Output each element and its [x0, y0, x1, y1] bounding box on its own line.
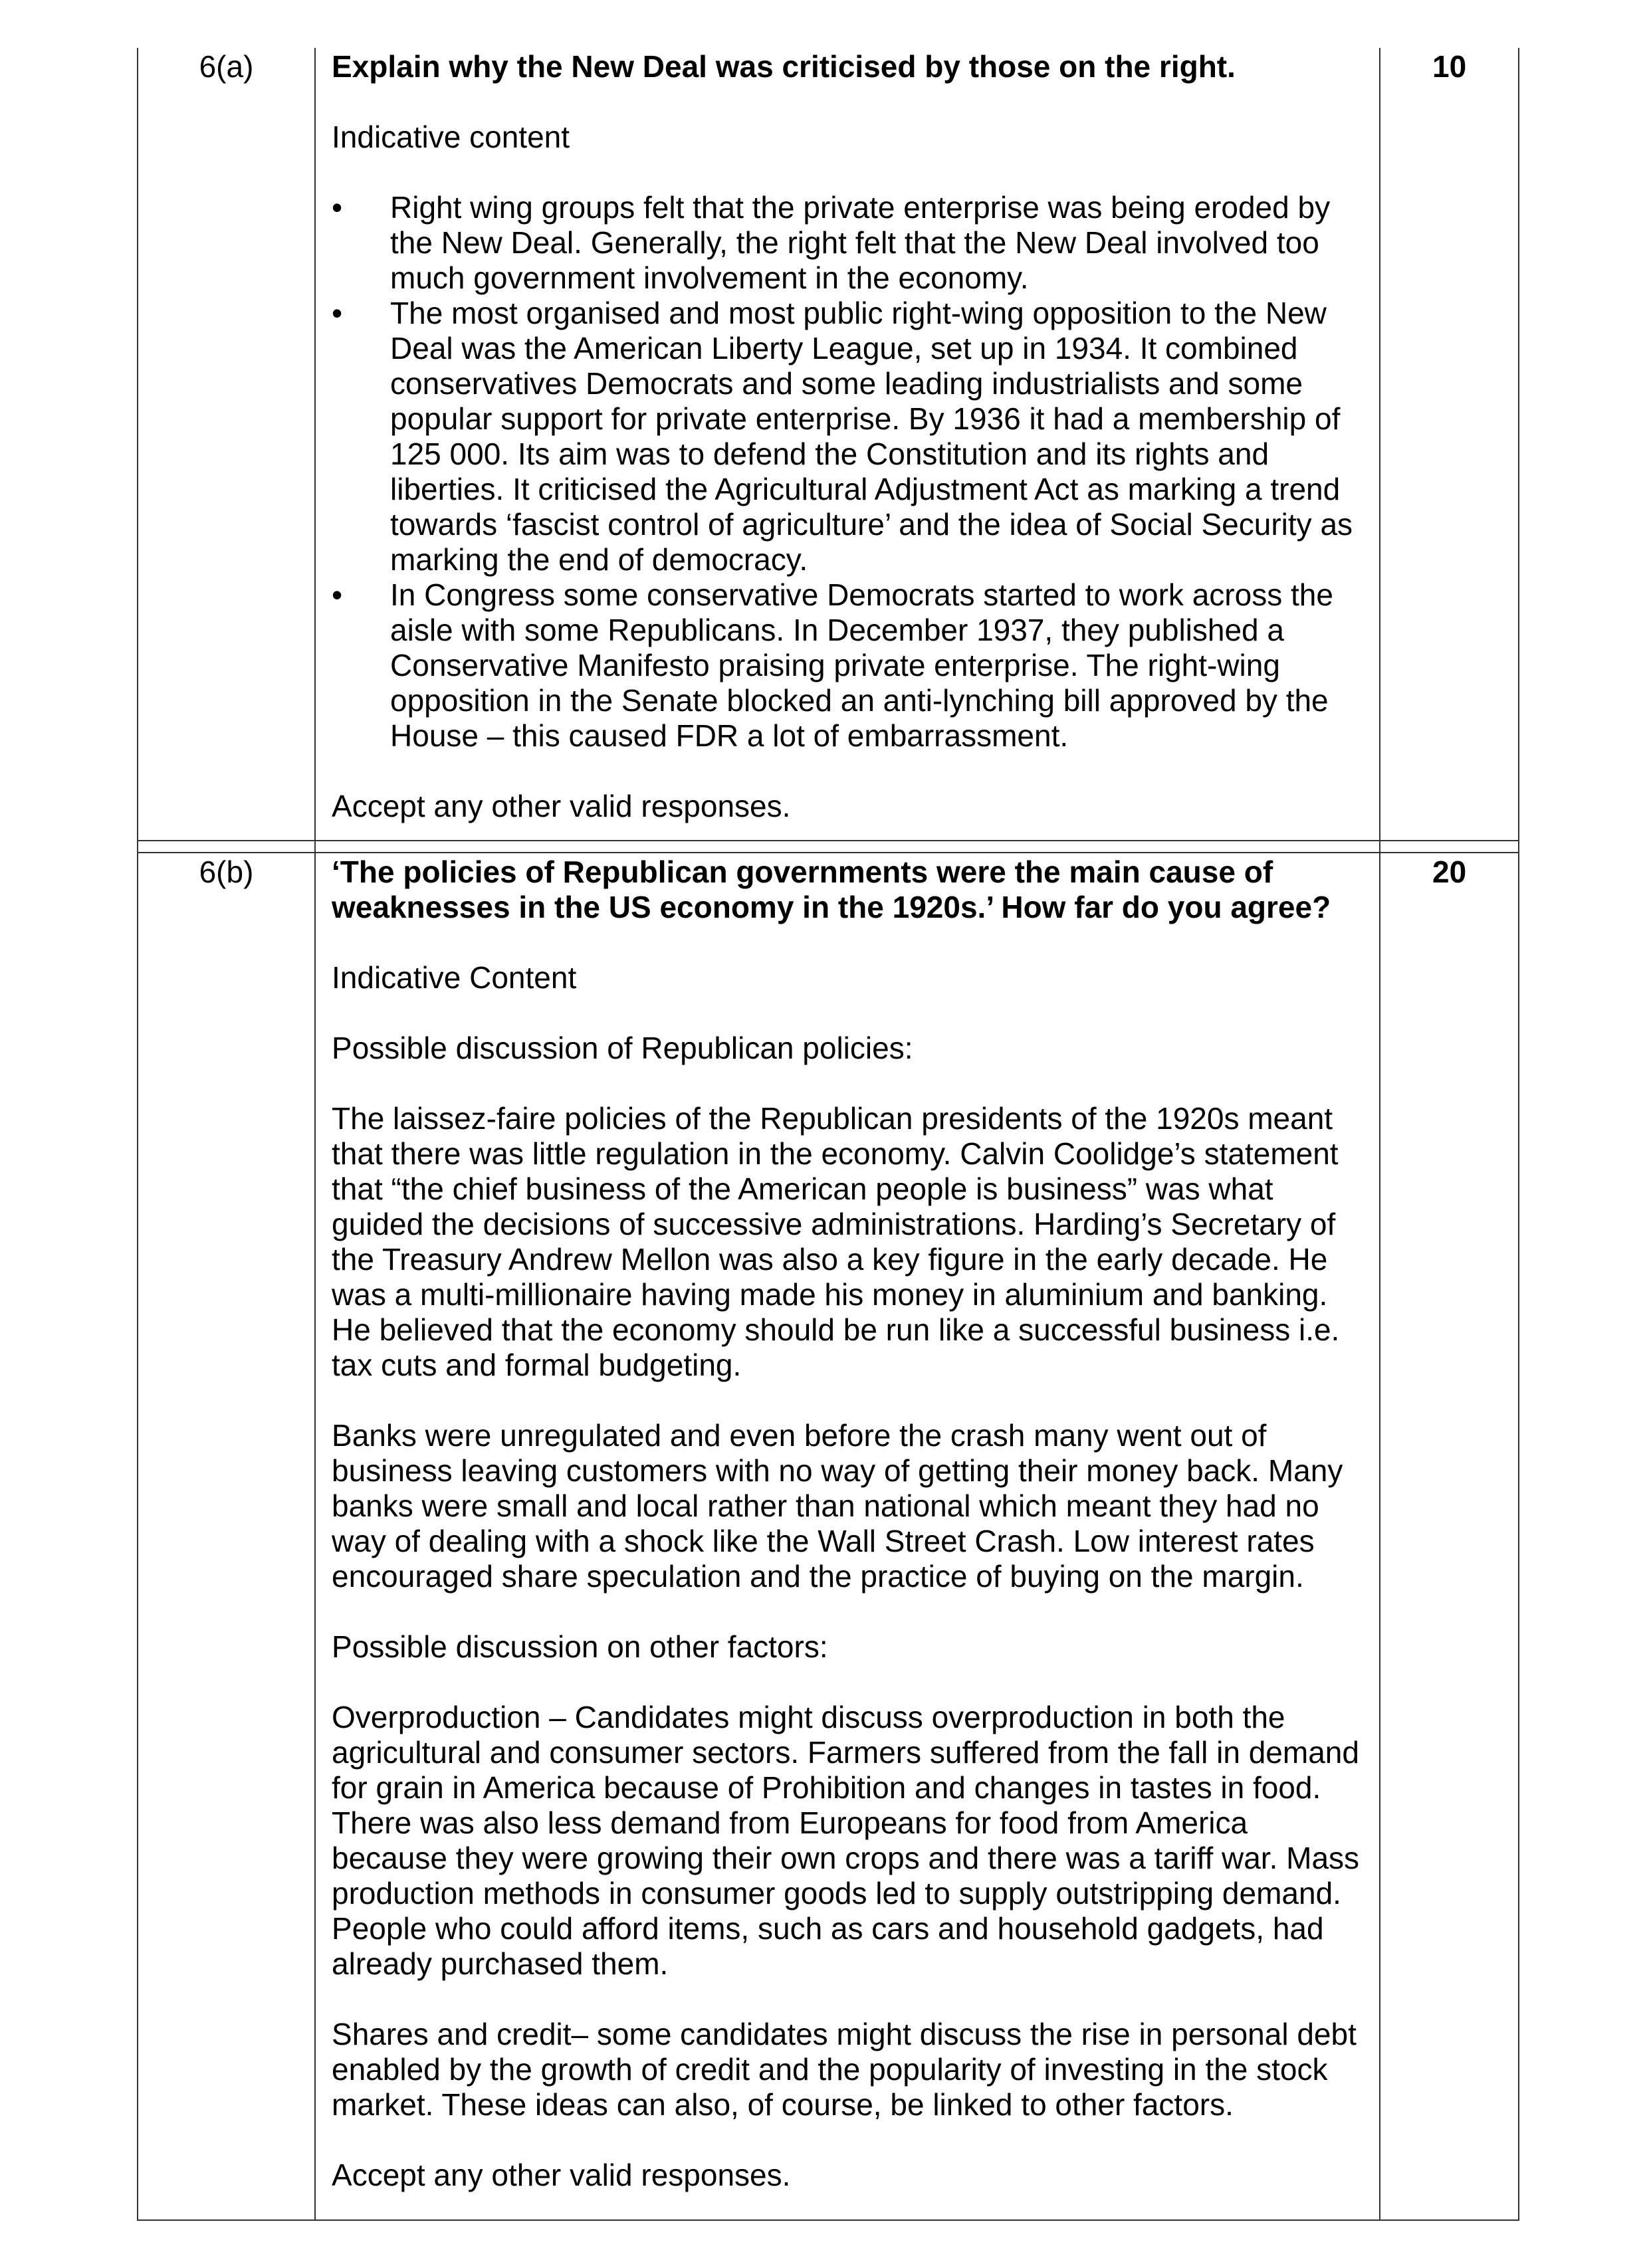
paragraph-shares-credit: Shares and credit– some candidates might discuss the rise in personal debt enabled by the growth of credit and the popularity of investing in the stock market. These ideas can also, of course, be linked to other factors. — [332, 2017, 1357, 2122]
paragraph-overproduction: Overproduction – Candidates might discuss overproduction in both the agricultural and consumer sectors. Farmers suffered from the fall in demand for grain in America because of Prohibition and changes in tastes in food. There was also less demand from Europeans for food from America because they were growing their own crops and there was a tariff war. Mass production methods in consumer goods led to supply outstripping demand. People who could afford items, such as cars and household gadgets, had already purchased them. — [332, 1700, 1360, 1981]
paragraph-banks: Banks were unregulated and even before the crash many went out of business leaving customers with no way of getting their money back. Many banks were small and local rather than national which meant they had no way of dealing with a shock like the Wall Street Crash. Low interest rates encouraged share speculation and the practice of buying on the margin. — [332, 1418, 1343, 1594]
question-row-6a — [138, 48, 1519, 841]
republican-policies-heading: Possible discussion of Republican policies: — [332, 1031, 913, 1065]
list-item — [332, 190, 1363, 296]
bullet-icon: • — [332, 190, 343, 225]
question-content — [315, 48, 1380, 841]
bullet-icon: • — [332, 577, 343, 612]
closing-note: Accept any other valid responses. — [332, 2158, 791, 2192]
point-text: Right wing groups felt that the private enterprise was being eroded by the New Deal. Generally, the right felt that the New Deal involved too much government involvement in the economy. — [390, 190, 1331, 295]
question-number: 6(b) — [138, 853, 315, 2220]
mark-scheme-page — [137, 48, 1519, 2221]
question-title: Explain why the New Deal was criticised by those on the right. — [332, 49, 1236, 84]
indicative-content-heading: Indicative content — [332, 120, 570, 154]
point-text: In Congress some conservative Democrats started to work across the aisle with some Republicans. In December 1937, they published a Conservative Manifesto praising private enterprise. The right-wing opposition in the Senate blocked an anti-lynching bill approved by the House – this caused FDR a lot of embarrassment. — [390, 577, 1333, 753]
question-title: ‘The policies of Republican governments were the main cause of weaknesses in the US economy in the 1920s.’ How far do you agree? — [332, 855, 1331, 924]
bullet-icon: • — [332, 296, 343, 330]
list-item — [332, 577, 1363, 754]
mark-scheme-table — [137, 48, 1519, 2221]
separator-cell — [1380, 841, 1519, 853]
closing-note: Accept any other valid responses. — [332, 789, 791, 823]
indicative-points-list — [332, 190, 1363, 754]
question-number: 6(a) — [138, 48, 315, 841]
question-marks: 10 — [1380, 48, 1519, 841]
separator-cell — [138, 841, 315, 853]
other-factors-heading: Possible discussion on other factors: — [332, 1629, 828, 1664]
question-content — [315, 853, 1380, 2220]
point-text: The most organised and most public right-wing opposition to the New Deal was the American Liberty League, set up in 1934. It combined conservatives Democrats and some leading industrialists and some popular support for private enterprise. By 1936 it had a membership of 125 000. Its aim was to defend the Constitution and its rights and liberties. It criticised the Agricultural Adjustment Act as marking a trend towards ‘fascist control of agriculture’ and the idea of Social Security as marking the end of democracy. — [390, 296, 1353, 577]
separator-cell — [315, 841, 1380, 853]
question-row-6b — [138, 853, 1519, 2220]
indicative-content-heading: Indicative Content — [332, 960, 577, 995]
row-separator — [138, 841, 1519, 853]
list-item — [332, 296, 1363, 577]
question-marks: 20 — [1380, 853, 1519, 2220]
paragraph-laissez-faire: The laissez-faire policies of the Republican presidents of the 1920s meant that there was little regulation in the economy. Calvin Coolidge’s statement that “the chief business of the American people is business” was what guided the decisions of successive administrations. Harding’s Secretary of the Treasury Andrew Mellon was also a key figure in the early decade. He was a multi-millionaire having made his money in aluminium and banking. He believed that the economy should be run like a successful business i.e. tax cuts and formal budgeting. — [332, 1101, 1340, 1382]
